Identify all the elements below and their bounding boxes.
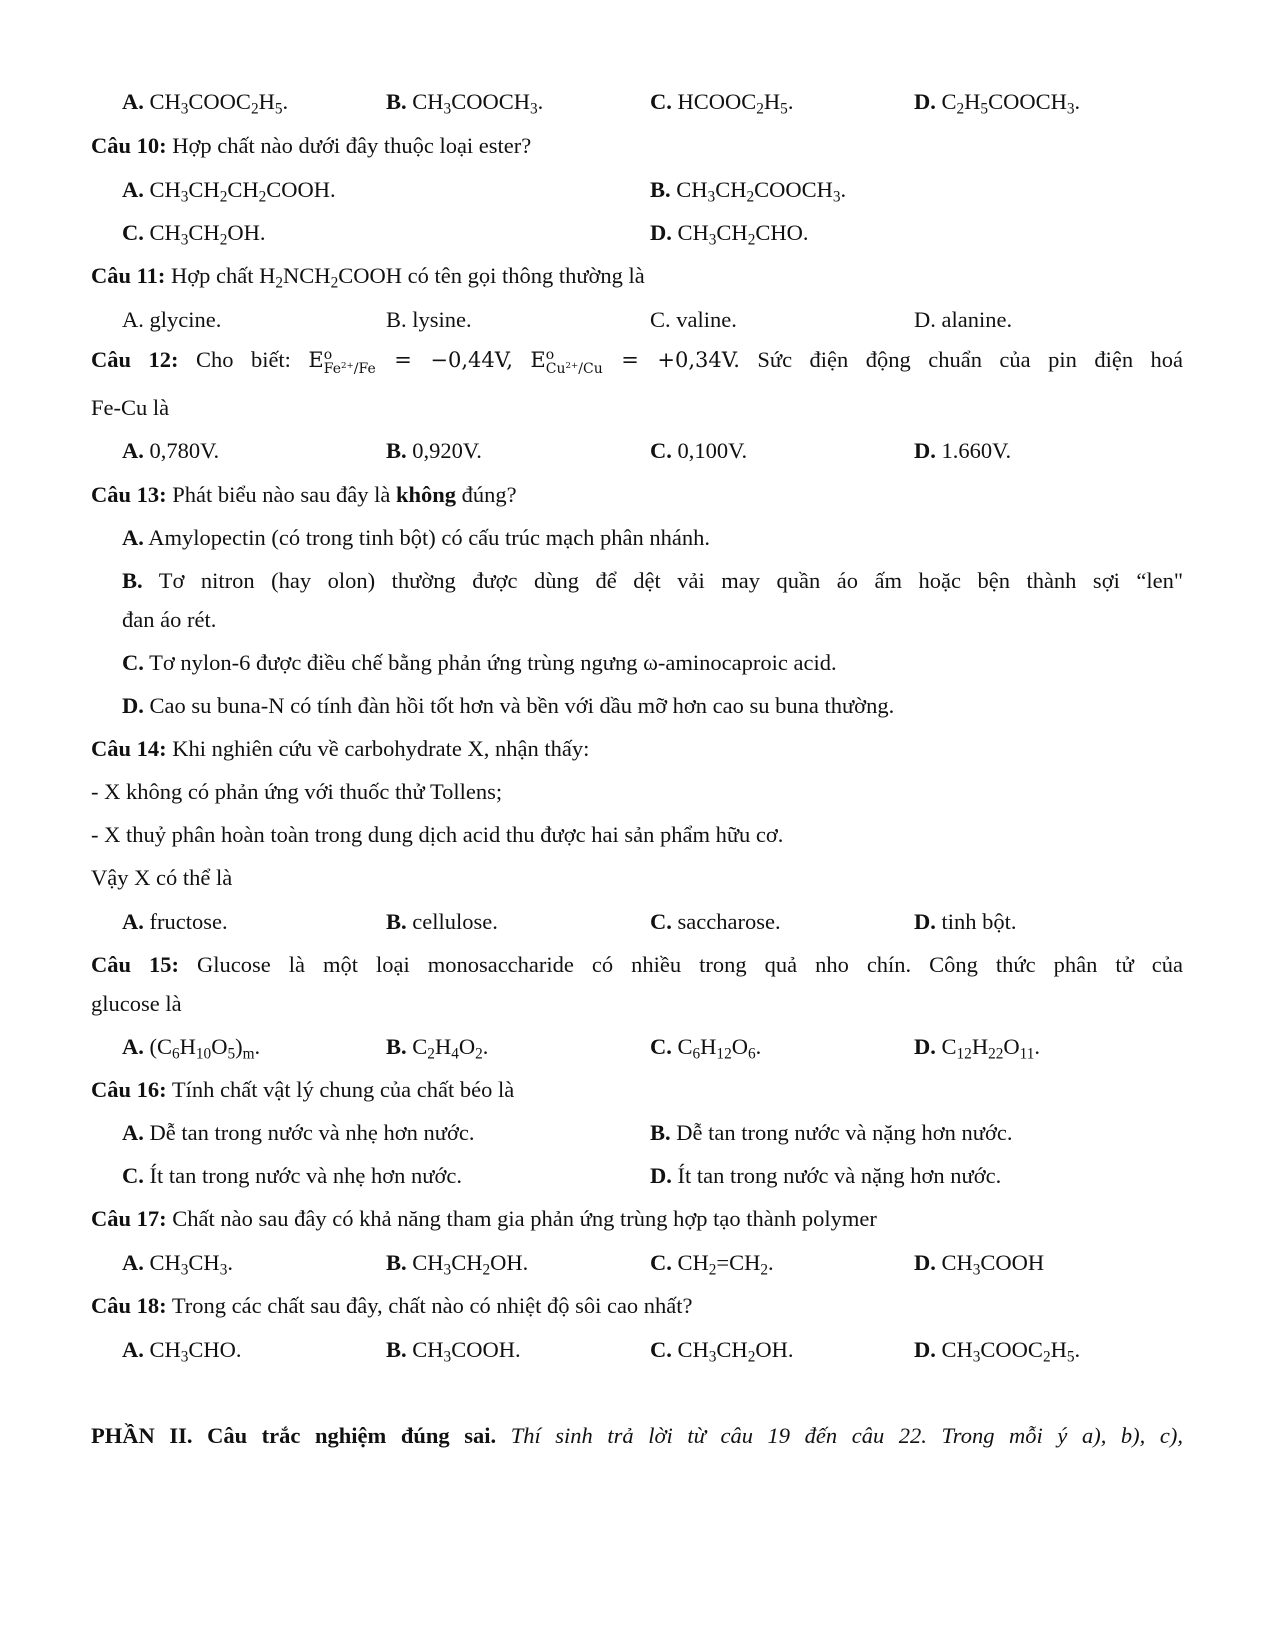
q12-potential-fe: E o $Fe^{2+}/Fe$ = −0,44V,	[308, 346, 513, 377]
q14-line1: - X không có phản ứng với thuốc thử Tollens;	[91, 779, 503, 804]
q10-option-a: A. $CH_3CH_2CH_2COOH$.	[122, 177, 336, 206]
chemical-formula: $CH_3CH_2OH$.	[149, 220, 266, 249]
q16-option-b: B. Dễ tan trong nước và nặng hơn nước.	[650, 1120, 1013, 1145]
q12-option-c: C. 0,100V.	[650, 438, 748, 463]
chemical-formula: $CH_3COOC_2H_5$.	[149, 89, 289, 118]
q14-option-b: B. cellulose.	[386, 909, 498, 934]
q16-option-a: A. Dễ tan trong nước và nhẹ hơn nước.	[122, 1120, 475, 1145]
q18-option-a: A. $CH_3CHO$.	[122, 1337, 242, 1366]
chemical-formula: $CH_3COOC_2H_5$.	[941, 1337, 1081, 1366]
chemical-formula: $C_2H_4O_2$.	[412, 1034, 489, 1063]
q17-option-b: B. $CH_3CH_2OH$.	[386, 1250, 529, 1279]
q13-option-b: B. Tơ nitron (hay olon) thường được dùng để dệt vải may quần áo ấm hoặc bện thành sợi “len"	[122, 568, 1184, 593]
q12-option-b: B. 0,920V.	[386, 438, 482, 463]
q9-option-a: A. $CH_3COOC_2H_5$.	[122, 89, 289, 118]
q13-option-b-line2: đan áo rét.	[122, 607, 217, 632]
q10-stem: Câu 10: Hợp chất nào dưới đây thuộc loại ester?	[91, 133, 532, 158]
part2-heading: PHẦN II. Câu trắc nghiệm đúng sai. Thí sinh trả lời từ câu 19 đến câu 22. Trong mỗi ý a), b), c),	[91, 1423, 1183, 1448]
q12-stem-line2: Fe-Cu là	[91, 395, 170, 420]
chemical-formula: $C_{12}H_{22}O_{11}$.	[941, 1034, 1040, 1063]
q17-option-c: C. $CH_2=CH_2$.	[650, 1250, 774, 1279]
q14-option-d: D. tinh bột.	[914, 909, 1017, 934]
chemical-formula: $(C_6H_{10}O_5)_m$.	[149, 1034, 261, 1063]
chemical-formula: $C_6H_{12}O_6$.	[677, 1034, 762, 1063]
q18-option-d: D. $CH_3COOC_2H_5$.	[914, 1337, 1081, 1366]
q15-stem: Câu 15: Glucose là một loại monosaccharide có nhiều trong quả nho chín. Công thức phân tử của	[91, 952, 1184, 977]
q9-option-b: B. $CH_3COOCH_3$.	[386, 89, 544, 118]
q18-option-b: B. $CH_3COOH$.	[386, 1337, 521, 1366]
q18-stem: Câu 18: Trong các chất sau đây, chất nào có nhiệt độ sôi cao nhất?	[91, 1293, 693, 1318]
chemical-formula: $CH_3COOH$	[941, 1250, 1045, 1279]
chemical-formula: $CH_3CH_3$.	[149, 1250, 233, 1279]
q14-option-c: C. saccharose.	[650, 909, 781, 934]
chemical-formula: $C_2H_5COOCH_3$.	[941, 89, 1081, 118]
q13-option-a: A. Amylopectin (có trong tinh bột) có cấu trúc mạch phân nhánh.	[122, 525, 710, 550]
q12-stem: Câu 12: Cho biết: E o $Fe^{2+}/Fe$ = −0,44V, E o $Cu^{2+}/Cu$ = +0,34V. Sức điện động chuẩn của pin điện hoá	[91, 346, 1184, 377]
chemical-formula: $CH_3CH_2CHO$.	[677, 220, 809, 249]
q16-option-d: D. Ít tan trong nước và nặng hơn nước.	[650, 1163, 1002, 1188]
q17-stem: Câu 17: Chất nào sau đây có khả năng tham gia phản ứng trùng hợp tạo thành polymer	[91, 1206, 877, 1231]
q15-option-c: C. $C_6H_{12}O_6$.	[650, 1034, 762, 1063]
q14-line2: - X thuỷ phân hoàn toàn trong dung dịch acid thu được hai sản phẩm hữu cơ.	[91, 822, 784, 847]
q15-option-d: D. $C_{12}H_{22}O_{11}$.	[914, 1034, 1040, 1063]
q12-option-a: A. 0,780V.	[122, 438, 220, 463]
chemical-formula: $CH_3COOH$.	[412, 1337, 521, 1366]
q12-potential-cu: E o $Cu^{2+}/Cu$ = +0,34V.	[530, 346, 740, 377]
q14-line3: Vậy X có thể là	[91, 865, 233, 890]
q10-option-d: D. $CH_3CH_2CHO$.	[650, 220, 809, 249]
q16-option-c: C. Ít tan trong nước và nhẹ hơn nước.	[122, 1163, 463, 1188]
q15-stem-line2: glucose là	[91, 991, 182, 1016]
chemical-formula: $CH_2=CH_2$.	[677, 1250, 774, 1279]
q15-option-b: B. $C_2H_4O_2$.	[386, 1034, 489, 1063]
q9-option-d: D. $C_2H_5COOCH_3$.	[914, 89, 1081, 118]
q10-option-c: C. $CH_3CH_2OH$.	[122, 220, 266, 249]
q12-option-d: D. 1.660V.	[914, 438, 1012, 463]
chemical-formula: $CH_3CHO$.	[149, 1337, 242, 1366]
q11-option-d: D. alanine.	[914, 307, 1013, 332]
q11-option-c: C. valine.	[650, 307, 737, 332]
q13-stem: Câu 13: Phát biểu nào sau đây là không đúng?	[91, 482, 517, 507]
q13-option-d: D. Cao su buna-N có tính đàn hồi tốt hơn và bền với dầu mỡ hơn cao su buna thường.	[122, 693, 895, 718]
chemical-formula: $CH_3CH_2OH$.	[412, 1250, 529, 1279]
chemical-formula: $CH_3COOCH_3$.	[412, 89, 544, 118]
q17-option-a: A. $CH_3CH_3$.	[122, 1250, 233, 1279]
q11-option-b: B. lysine.	[386, 307, 472, 332]
q10-option-b: B. $CH_3CH_2COOCH_3$.	[650, 177, 847, 206]
q17-option-d: D. $CH_3COOH$	[914, 1250, 1045, 1279]
chemical-formula: $CH_3CH_2OH$.	[677, 1337, 794, 1366]
q16-stem: Câu 16: Tính chất vật lý chung của chất béo là	[91, 1077, 515, 1102]
chemical-formula: $CH_3CH_2CH_2COOH$.	[149, 177, 336, 206]
q15-option-a: A. $(C_6H_{10}O_5)_m$.	[122, 1034, 261, 1063]
q9-option-c: C. $HCOOC_2H_5$.	[650, 89, 794, 118]
q13-option-c: C. Tơ nylon-6 được điều chế bằng phản ứng trùng ngưng ω-aminocaproic acid.	[122, 650, 837, 675]
chemical-formula: $CH_3CH_2COOCH_3$.	[676, 177, 847, 206]
chemical-formula: $HCOOC_2H_5$.	[677, 89, 794, 118]
q11-option-a: A. glycine.	[122, 307, 222, 332]
q14-option-a: A. fructose.	[122, 909, 228, 934]
q14-stem: Câu 14: Khi nghiên cứu về carbohydrate X, nhận thấy:	[91, 736, 590, 761]
q11-stem: Câu 11: Hợp chất $H_2NCH_2COOH$ có tên gọi thông thường là	[91, 263, 645, 292]
q18-option-c: C. $CH_3CH_2OH$.	[650, 1337, 794, 1366]
